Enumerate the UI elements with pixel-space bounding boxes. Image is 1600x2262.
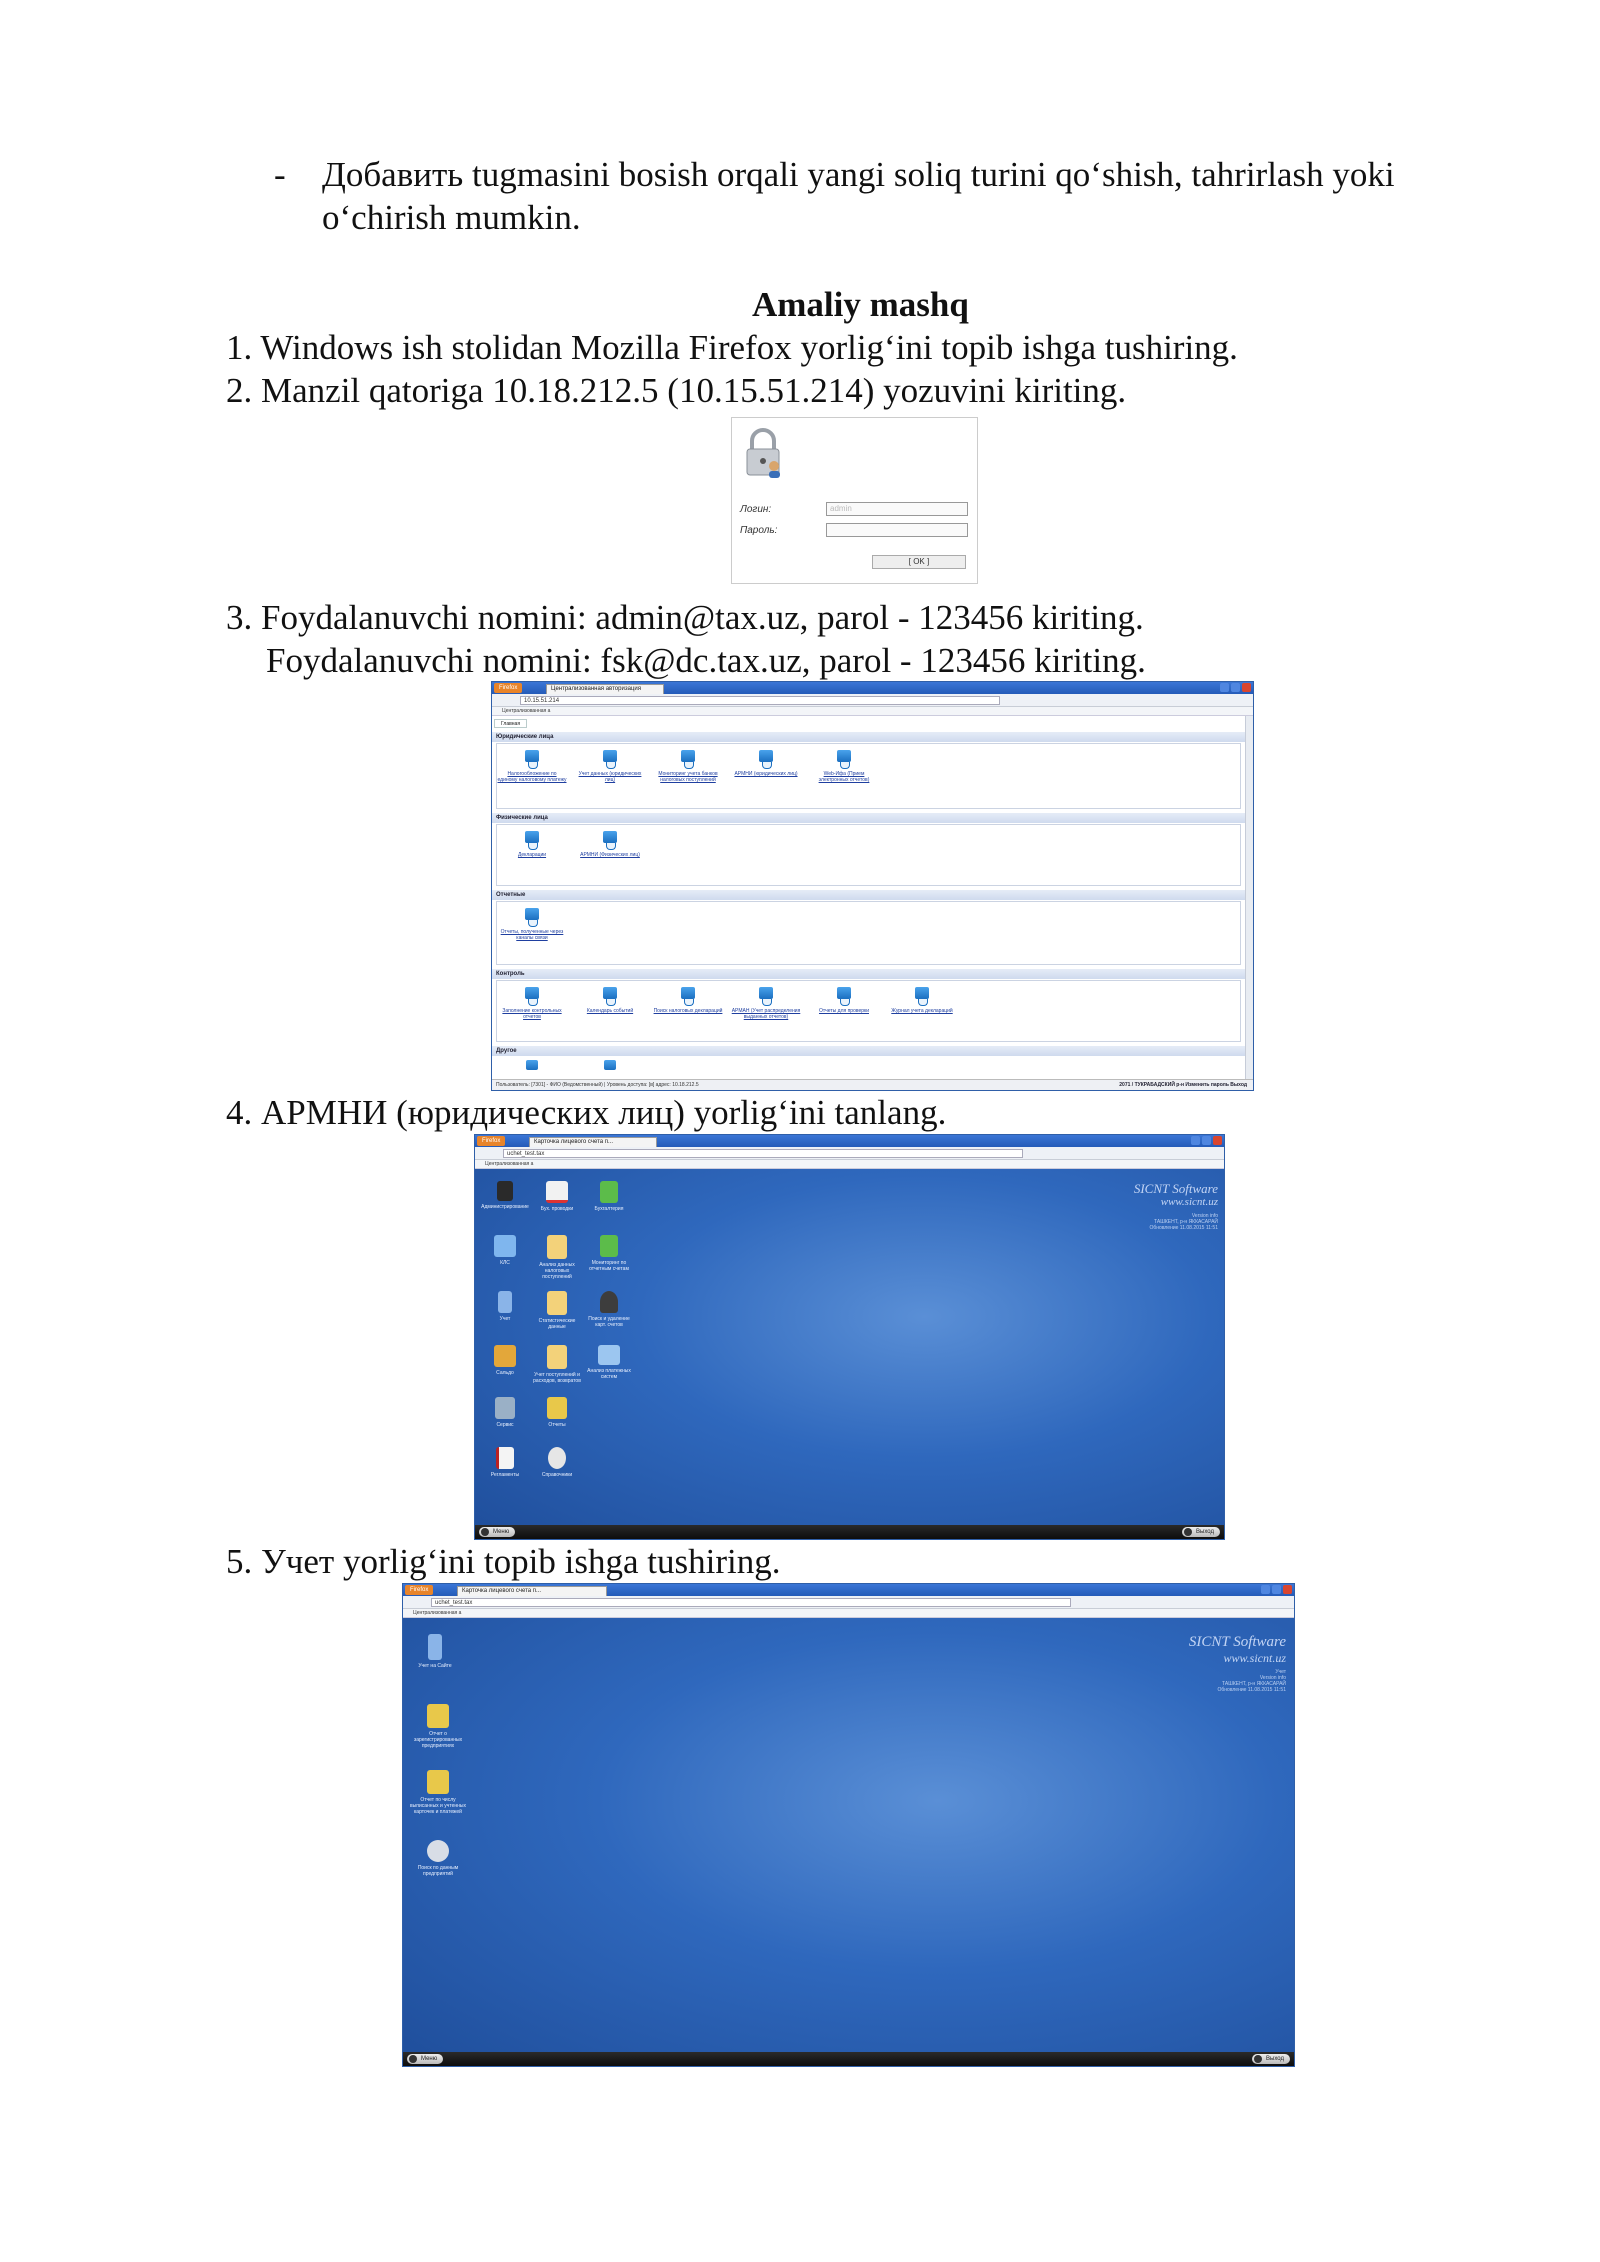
computer-icon [525, 908, 539, 920]
version-info: Version info [1259, 1675, 1286, 1681]
accounting-entries-shortcut[interactable]: Бух. проводки [533, 1181, 581, 1212]
module-name: Учет [1275, 1669, 1286, 1675]
browser-chrome [475, 1135, 1224, 1169]
registered-enterprises-report-shortcut[interactable]: Отчет о зарегистрированных предприятиях [407, 1704, 469, 1749]
brand-url: www.sicnt.uz [1160, 1196, 1218, 1208]
portal-shortcut[interactable]: Отчеты для проверки [809, 987, 879, 1014]
portal-shortcut[interactable]: Календарь событий [575, 987, 645, 1014]
desktop-screenshot-1 [474, 1134, 1225, 1540]
bookmarks-bar[interactable]: Централизованная а [492, 707, 1253, 716]
login-label: Логин: [740, 504, 772, 515]
maximize-icon[interactable] [1202, 1136, 1211, 1145]
update-info: Обновление 11.08.2015 11:51 [1217, 1687, 1286, 1693]
computer-icon [525, 750, 539, 762]
firefox-menu-button[interactable]: Firefox [405, 1585, 433, 1595]
cards-payments-report-shortcut[interactable]: Отчет по числу выписанных и учтенных карточек и платежей [407, 1770, 469, 1815]
kls-shortcut[interactable]: КЛС [481, 1235, 529, 1266]
folder-icon [494, 1235, 516, 1257]
address-bar[interactable]: 10.15.51.214 [520, 696, 1000, 705]
close-icon[interactable] [1213, 1136, 1222, 1145]
browser-titlebar [475, 1135, 1224, 1147]
status-user-info: Пользователь: [7301] - ФИО (Ведомственный) | Уровень доступа: [в] адрес: 10.18.212.5 [496, 1082, 699, 1088]
saldo-shortcut[interactable]: Сальдо [481, 1345, 529, 1376]
brand-url: www.sicnt.uz [1223, 1651, 1286, 1665]
address-bar[interactable]: uchet_test.tax [503, 1149, 1023, 1158]
navigation-bar [475, 1147, 1224, 1160]
taskbar [403, 2052, 1294, 2066]
section-heading: Amaliy mashq [752, 285, 969, 324]
admin-shortcut[interactable]: Администрирование [481, 1181, 529, 1210]
padlock-users-icon [742, 428, 784, 478]
browser-tab[interactable]: Карточка лицевого счета п... [457, 1586, 607, 1596]
navigation-bar [403, 1596, 1294, 1609]
maximize-icon[interactable] [1272, 1585, 1281, 1594]
login-input[interactable]: admin [826, 502, 968, 516]
account-search-shortcut[interactable]: Поиск и удаление карт. счетов [585, 1291, 633, 1328]
section-body [496, 901, 1241, 965]
brand-name: SICNT Software [1188, 1634, 1286, 1650]
step-2: 2. Manzil qatoriga 10.18.212.5 (10.15.51.214) yozuvini kiriting. [226, 371, 1127, 410]
tab-main[interactable]: Главная [494, 719, 527, 728]
receipts-shortcut[interactable]: Учет поступлений и расходов, возвратов [533, 1345, 581, 1384]
uchet-shortcut[interactable]: Учет [481, 1291, 529, 1322]
start-menu-button[interactable]: Меню [479, 1527, 515, 1537]
portal-shortcut[interactable]: Отчеты, полученные через каналы связи [497, 908, 567, 941]
portal-shortcut[interactable]: АРМАН (Учет распределения выданных отчетов) [731, 987, 801, 1020]
section-header: Юридические лица [492, 732, 1245, 742]
desktop-screenshot-2 [402, 1583, 1295, 2067]
bookmarks-bar[interactable]: Централизованная а [475, 1160, 1224, 1169]
computer-icon[interactable] [526, 1060, 538, 1070]
regulations-icon [496, 1447, 514, 1469]
update-info: Обновление 11.08.2015 11:51 [1149, 1225, 1218, 1231]
brand-name: SICNT Software [1133, 1181, 1218, 1196]
reports-icon [547, 1397, 567, 1419]
close-icon[interactable] [1283, 1585, 1292, 1594]
uchet-icon [428, 1634, 442, 1660]
ok-button[interactable]: [ OK ] [872, 555, 966, 569]
browser-titlebar [403, 1584, 1294, 1596]
minimize-icon[interactable] [1220, 683, 1229, 692]
document-icon [547, 1345, 567, 1369]
ledger-icon [600, 1235, 618, 1257]
section-header: Другое [492, 1046, 1245, 1056]
bookmarks-bar[interactable]: Централизованная а [403, 1609, 1294, 1618]
reports-shortcut[interactable]: Отчеты [533, 1397, 581, 1428]
browser-tab[interactable]: Централизованная авторизация [546, 684, 664, 694]
portal-shortcut[interactable]: Учет данных (юридических лиц) [575, 750, 645, 783]
start-menu-button[interactable]: Меню [407, 2054, 443, 2064]
firefox-menu-button[interactable]: Firefox [494, 683, 522, 693]
password-input[interactable] [826, 523, 968, 537]
section-body [496, 743, 1241, 809]
navigation-bar [492, 694, 1253, 707]
portal-shortcut[interactable]: Журнал учета деклараций [887, 987, 957, 1014]
computer-icon [759, 750, 773, 762]
minimize-icon[interactable] [1261, 1585, 1270, 1594]
computer-icon [603, 987, 617, 999]
computer-icon [681, 987, 695, 999]
brand-block [1189, 1634, 1286, 1693]
tax-analysis-shortcut[interactable]: Анализ данных налоговых поступлений [533, 1235, 581, 1280]
bullet-text-line2: o‘chirish mumkin. [322, 198, 581, 237]
computer-icon [603, 750, 617, 762]
service-shortcut[interactable]: Сервис [481, 1397, 529, 1428]
section-header: Физические лица [492, 813, 1245, 823]
admin-icon [497, 1181, 513, 1201]
enterprise-search-shortcut[interactable]: Поиск по данным предприятий [407, 1840, 469, 1877]
uchet-icon [498, 1291, 512, 1313]
computer-icon [525, 831, 539, 843]
section-header: Отчетные [492, 890, 1245, 900]
location-info: ТАШКЕНТ, р-н ЯККАСАРАЙ [1222, 1681, 1286, 1687]
browser-titlebar [492, 682, 1253, 694]
computer-icon[interactable] [604, 1060, 616, 1070]
section-header: Контроль [492, 969, 1245, 979]
computer-icon [681, 750, 695, 762]
portal-shortcut[interactable]: Web-Ифа (Прием электронных отчетов) [809, 750, 879, 783]
brand-block [1134, 1181, 1218, 1231]
portal-shortcut[interactable]: Заполнение контрольных отчетов [497, 987, 567, 1020]
portal-shortcut[interactable]: Декларации [497, 831, 567, 858]
bookkeeping-shortcut[interactable]: Бухгалтерия [585, 1181, 633, 1212]
step-1: 1. Windows ish stolidan Mozilla Firefox yorlig‘ini topib ishga tushiring. [226, 328, 1238, 367]
statistics-shortcut[interactable]: Статистические данные [533, 1291, 581, 1330]
bullet-dash: - [274, 155, 286, 194]
person-icon [600, 1291, 618, 1313]
service-icon [495, 1397, 515, 1419]
portal-shortcut[interactable]: Мониторинг учета банков налоговых поступлений [653, 750, 723, 783]
minimize-icon[interactable] [1191, 1136, 1200, 1145]
computer-icon [915, 987, 929, 999]
disc-icon [548, 1447, 566, 1469]
computer-icon [837, 750, 851, 762]
login-form-screenshot [731, 417, 978, 584]
step-4: 4. АРМНИ (юридических лиц) yorlig‘ini tanlang. [226, 1093, 947, 1132]
maximize-icon[interactable] [1231, 683, 1240, 692]
reporting-monitor-shortcut[interactable]: Мониторинг по отчетным счетам [585, 1235, 633, 1272]
close-icon[interactable] [1242, 683, 1251, 692]
portal-shortcut[interactable]: Налогообложение по единому налоговому платежу [497, 750, 567, 783]
firefox-menu-button[interactable]: Firefox [477, 1136, 505, 1146]
exit-button[interactable]: Выход [1182, 1527, 1220, 1537]
uchet-site-shortcut[interactable]: Учет на Сайте [407, 1634, 463, 1669]
document-icon [547, 1291, 567, 1315]
browser-chrome [403, 1584, 1294, 1618]
taskbar [475, 1525, 1224, 1539]
portal-shortcut-armni-legal[interactable]: АРМНИ (юридических лиц) [731, 750, 801, 777]
portal-shortcut[interactable]: АРМНИ (Физических лиц) [575, 831, 645, 858]
monitor-icon [598, 1345, 620, 1365]
location-info: ТАШКЕНТ, р-н ЯККАСАРАЙ [1154, 1219, 1218, 1225]
address-bar[interactable]: uchet_test.tax [431, 1598, 1071, 1607]
ledger-icon [600, 1181, 618, 1203]
section-body [496, 980, 1241, 1042]
portal-screenshot [491, 681, 1254, 1091]
step-3b: Foydalanuvchi nomini: fsk@dc.tax.uz, parol - 123456 kiriting. [266, 641, 1146, 680]
status-bar [492, 1079, 1253, 1090]
bullet-text-line1: Добавить tugmasini bosish orqali yangi soliq turini qo‘shish, tahrirlash yoki [322, 155, 1395, 194]
step-5: 5. Учет yorlig‘ini topib ishga tushiring. [226, 1542, 781, 1581]
directories-shortcut[interactable]: Справочники [533, 1447, 581, 1478]
version-info: Version info [1191, 1213, 1218, 1219]
computer-icon [759, 987, 773, 999]
checkmark-icon [546, 1181, 568, 1203]
reports-icon [427, 1770, 449, 1794]
exit-button[interactable]: Выход [1252, 2054, 1290, 2064]
section-body [496, 824, 1241, 886]
portal-shortcut[interactable]: Поиск налоговых деклараций [653, 987, 723, 1014]
password-label: Пароль: [740, 525, 778, 536]
scrollbar[interactable] [1245, 716, 1253, 1079]
coins-icon [494, 1345, 516, 1367]
computer-icon [525, 987, 539, 999]
payment-analysis-shortcut[interactable]: Анализ платежных систем [585, 1345, 633, 1380]
document-icon [547, 1235, 567, 1259]
computer-icon [603, 831, 617, 843]
magnifier-icon [427, 1840, 449, 1862]
reports-icon [427, 1704, 449, 1728]
computer-icon [837, 987, 851, 999]
step-3a: 3. Foydalanuvchi nomini: admin@tax.uz, parol - 123456 kiriting. [226, 598, 1144, 637]
status-district[interactable]: 2071 / ТУКРАБАДСКИЙ р-н Изменить пароль Выход [1119, 1082, 1247, 1088]
browser-tab[interactable]: Карточка лицевого счета п... [529, 1137, 657, 1147]
regulations-shortcut[interactable]: Регламенты [481, 1447, 529, 1478]
